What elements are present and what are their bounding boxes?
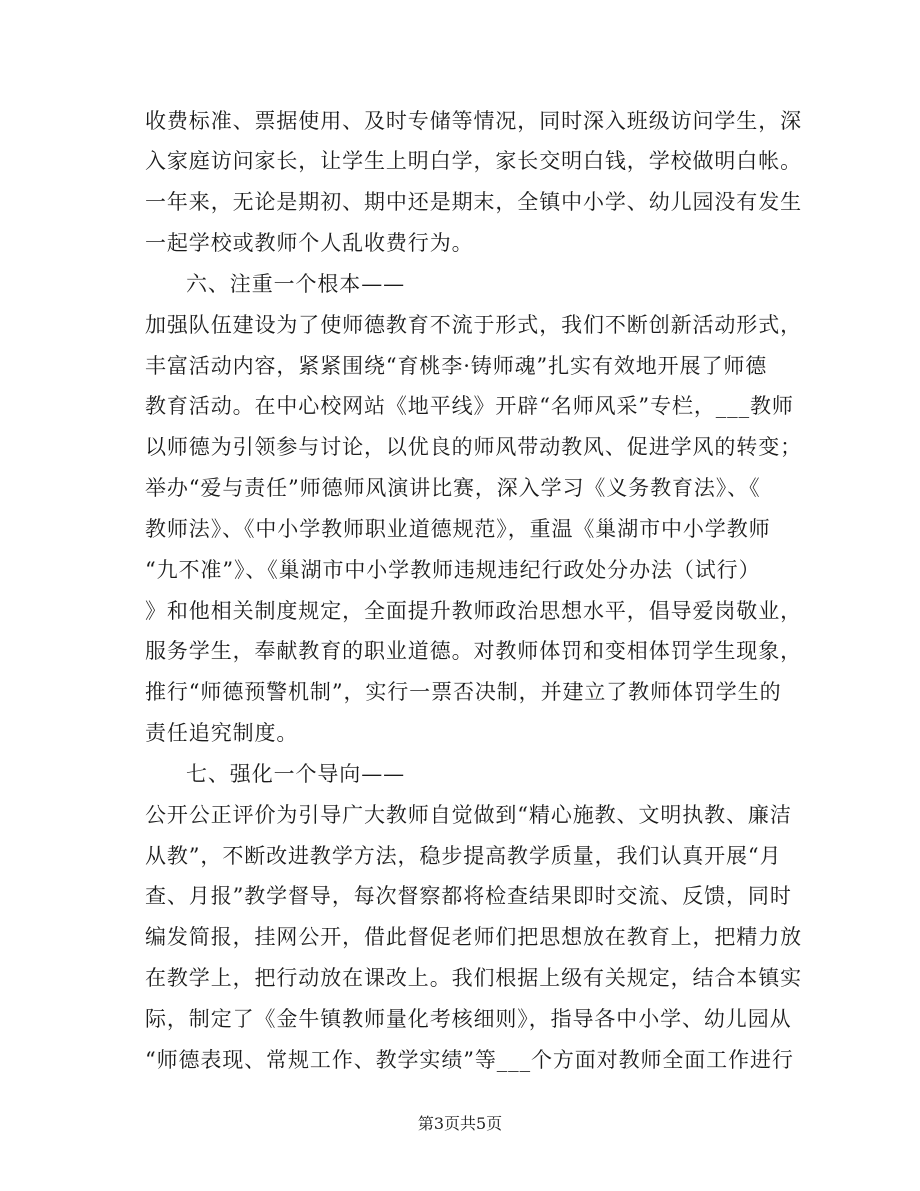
section-seven-line-1: 公开公正评价为引导广大教师自觉做到“精心施教、文明执教、廉洁 — [145, 803, 792, 827]
paragraph-intro-line-2: 入家庭访问家长，让学生上明白学，家长交明白钱，学校做明白帐。 — [145, 149, 802, 173]
section-seven-heading: 七、强化一个导向—— — [186, 762, 405, 786]
paragraph-intro-line-3: 一年来，无论是期初、期中还是期末，全镇中小学、幼儿园没有发生 — [145, 190, 802, 214]
section-seven-line-5: 在教学上，把行动放在课改上。我们根据上级有关规定，结合本镇实 — [145, 966, 802, 990]
section-six-line-9: 服务学生，奉献教育的职业道德。对教师体罚和变相体罚学生现象， — [145, 639, 802, 663]
section-six-line-3: 教育活动。在中心校网站《地平线》开辟“名师风采”专栏，___教师 — [145, 394, 794, 418]
section-seven-line-4: 编发简报，挂网公开，借此督促老师们把思想放在教育上，把精力放 — [145, 925, 802, 949]
section-six-line-7: “九不准”》、《巢湖市中小学教师违规违纪行政处分办法（试行） — [145, 558, 761, 582]
page-number-footer: 第3页共5页 — [417, 1114, 503, 1133]
section-seven-line-6: 际，制定了《金牛镇教师量化考核细则》，指导各中小学、幼儿园从 — [145, 1007, 792, 1031]
section-six-line-5: 举办“爱与责任”师德师风演讲比赛，深入学习《义务教育法》、《 — [145, 476, 761, 500]
section-six-heading: 六、注重一个根本—— — [186, 272, 405, 296]
section-six-line-10: 推行“师德预警机制”，实行一票否决制，并建立了教师体罚学生的 — [145, 680, 782, 704]
section-seven-line-3: 查、月报”教学督导，每次督察都将检查结果即时交流、反馈，同时 — [145, 884, 792, 908]
section-seven-line-2: 从教”，不断改进教学方法，稳步提高教学质量，我们认真开展“月 — [145, 844, 782, 868]
section-six-line-2: 丰富活动内容，紧紧围绕“育桃李·铸师魂”扎实有效地开展了师德 — [145, 354, 768, 378]
section-six-line-8: 》和他相关制度规定，全面提升教师政治思想水平，倡导爱岗敬业， — [145, 599, 802, 623]
section-seven-line-7: “师德表现、常规工作、教学实绩”等___个方面对教师全面工作进行 — [145, 1048, 794, 1072]
section-six-line-1: 加强队伍建设为了使师德教育不流于形式，我们不断创新活动形式， — [145, 313, 802, 337]
section-six-line-11: 责任追究制度。 — [145, 721, 299, 745]
paragraph-intro-line-4: 一起学校或教师个人乱收费行为。 — [145, 231, 474, 255]
section-six-line-4: 以师德为引领参与讨论，以优良的师风带动教风、促进学风的转变； — [145, 435, 802, 459]
paragraph-intro-line-1: 收费标准、票据使用、及时专储等情况，同时深入班级访问学生，深 — [145, 109, 802, 133]
section-six-line-6: 教师法》、《中小学教师职业道德规范》，重温《巢湖市中小学教师 — [145, 517, 771, 541]
